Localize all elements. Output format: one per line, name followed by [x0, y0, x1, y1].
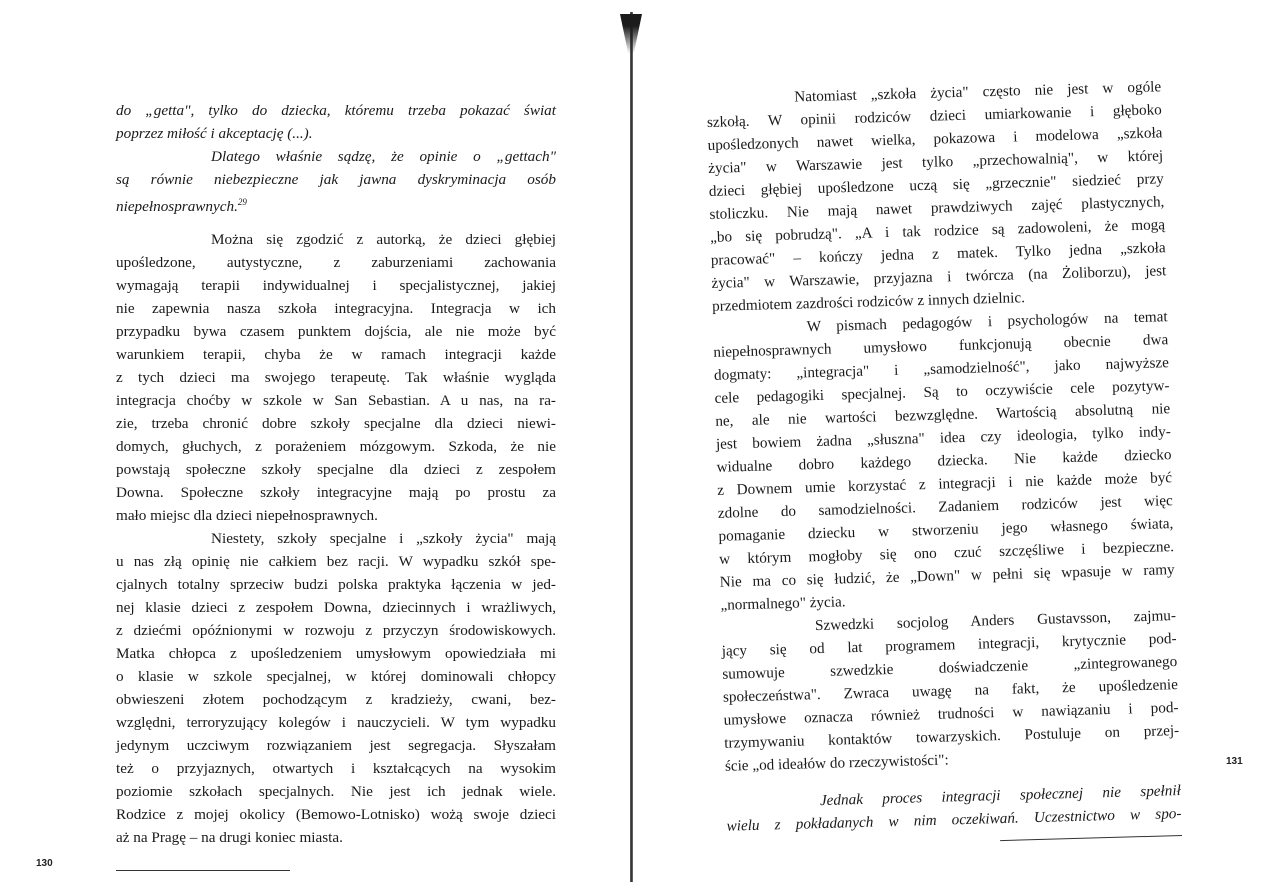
page-number: 131 [1226, 756, 1243, 767]
paragraph-line: jedynym uczciwym rozwiązaniem jest segregacja. Słyszałam [116, 737, 556, 754]
paragraph-line: obwieszeni złotem pochodzącym z kradzieży, cwani, bez- [116, 691, 556, 708]
paragraph-line: zdolne do samodzielności. Zadaniem rodziców jest więc [717, 492, 1173, 522]
paragraph-line: integracja choćby w szkole w San Sebastian. A u nas, na ra- [116, 392, 556, 409]
paragraph-line: ne, ale nie wartości bezwzględne. Wartością absolutną nie [715, 400, 1171, 430]
paragraph-line: też o przyjaznych, otwartych i kształcących na wysokim [116, 760, 556, 777]
quote-line: są równie niebezpieczne jak jawna dyskryminacja osób [116, 171, 556, 188]
paragraph-line: Rodzice z mojej okolicy (Bemowo-Lotnisko) wożą swoje dzieci [116, 806, 556, 823]
paragraph-line: umysłowe oznacza również trudności w nawiązaniu i pod- [723, 699, 1179, 729]
quote-line: wielu z pokładanych w nim oczekiwań. Uczestnictwo w spo- [726, 805, 1182, 835]
paragraph-line: dzieci głębiej upośledzone uczą się „grzecznie" siedzieć przy [708, 170, 1164, 200]
paragraph-line: ście „od ideałów do rzeczywistości": [724, 751, 949, 775]
paragraph-line: w którym mogłoby się ono czuć szczęśliwe i bezpieczne. [718, 538, 1175, 568]
right-page [706, 75, 1182, 835]
quote-line: Jednak proces integracji społecznej nie spełnił [819, 782, 1182, 810]
paragraph-line: Natomiast „szkoła życia" często nie jest w ogóle [794, 78, 1162, 106]
paragraph-line: powstają społeczne szkoły specjalne dla dzieci z zespołem [116, 461, 556, 478]
quote-line: do „getta", tylko do dziecka, któremu trzeba pokazać świat [116, 102, 556, 119]
paragraph-line: nie zapewnia nasza szkoła integracyjna. Integracja w ich [116, 300, 556, 317]
paragraph-line: nej klasie dzieci z zespołem Downa, dziecinnych i wrażliwych, [116, 599, 556, 616]
paragraph-line: aż na Pragę – na drugi koniec miasta. [116, 829, 343, 846]
paragraph-line: upośledzonych nawet wielka, pokazowa i modelowa „szkoła [707, 124, 1163, 154]
paragraph-line: z tych dzieci ma swojego terapeutę. Tak właśnie wygląda [116, 369, 556, 386]
paragraph-line: trzymywaniu kontaktów towarzyskich. Postuluje on przej- [724, 722, 1180, 752]
paragraph-line: stoliczku. Nie mają nawet prawdziwych zajęć plastycznych, [709, 193, 1165, 223]
paragraph-line: społeczeństwa". Zwraca uwagę na fakt, że upośledzenie [722, 676, 1179, 706]
paragraph-line: mało miejsc dla dzieci niepełnosprawnych. [116, 507, 378, 524]
footer-rule [116, 870, 290, 871]
page-number: 130 [36, 858, 53, 869]
paragraph-line: Szwedzki socjolog Anders Gustavsson, zajmu- [814, 607, 1177, 635]
quote-line-last [116, 191, 556, 218]
paragraph-line: poziomie szkołach specjalnych. Nie jest ich jednak wiele. [116, 783, 556, 800]
footnote-marker: 29 [237, 197, 247, 207]
left-page [0, 0, 630, 894]
footer-rule [1000, 835, 1182, 841]
paragraph-line: wymagają terapii indywidualnej i specjalistycznej, jakiej [116, 277, 556, 294]
paragraph-line: sumowuje szwedzkie doświadczenie „zintegrowanego [722, 653, 1178, 683]
quote-line: poprzez miłość i akceptację (...). [116, 125, 313, 142]
paragraph-line: pomaganie dziecku w stworzeniu jego własnego świata, [718, 515, 1174, 545]
paragraph-line: przedmiotem zazdrości rodziców z innych dzielnic. [711, 289, 1026, 315]
paragraph-line: cjalnych totalny sprzeciw budzi polska praktyka łączenia w jed- [116, 576, 556, 593]
paragraph-line: zie, trzeba chronić dobre szkoły specjalne dla dzieci niewi- [116, 415, 556, 432]
paragraph-line: „normalnego" życia. [720, 593, 846, 614]
paragraph-line: jący się od lat programem integracji, krytycznie pod- [721, 630, 1177, 660]
quote-line: Dlatego właśnie sądzę, że opinie o „gettach" [211, 148, 556, 165]
paragraph-line: cele pedagogiki specjalnej. Są to oczywiście cele pozytyw- [714, 377, 1170, 407]
quote-text: niepełnosprawnych. [116, 198, 238, 215]
paragraph-line: W pismach pedagogów i psychologów na temat [806, 308, 1168, 336]
paragraph-line: przypadku bywa czasem punktem dojścia, ale nie może być [116, 323, 556, 340]
paragraph-line: Nie ma co się łudzić, że „Down" w pełni się wpasuje w ramy [719, 561, 1175, 591]
paragraph-line: szkołą. W opinii rodziców dzieci umiarkowanie i głęboko [706, 101, 1163, 131]
book-gutter [630, 12, 633, 882]
paragraph-line: Niestety, szkoły specjalne i „szkoły życia" mają [211, 530, 556, 547]
paragraph-line: Downa. Społeczne szkoły integracyjne mają po prostu za [116, 484, 556, 501]
paragraph-line: o klasie w szkole specjalnej, w której dominowali chłopcy [116, 668, 556, 685]
paragraph-line: niepełnosprawnych umysłowo funkcjonują obecnie dwa [713, 331, 1169, 361]
paragraph-line: upośledzone, autystyczne, z zaburzeniami zachowania [116, 254, 556, 271]
paragraph-line: u nas złą opinię nie całkiem bez racji. W wypadku szkół spe- [116, 553, 556, 570]
paragraph-line: widualne dobro każdego dziecka. Nie każde dziecko [716, 446, 1172, 476]
paragraph-line: domych, głuchych, z porażeniem mózgowym. Szkoda, że nie [116, 438, 556, 455]
paragraph-line: jest bowiem żadna „słuszna" idea czy ideologia, tylko indy- [715, 423, 1172, 453]
paragraph-line: życia" w Warszawie jest tylko „przechowalnią", w której [708, 147, 1164, 177]
paragraph-line: względni, terroryzujący kolegów i nauczycieli. W tym wypadku [116, 714, 556, 731]
paragraph-line: pracować" – kończy jedna z matek. Tylko jedna „szkoła [710, 239, 1166, 269]
paragraph-line: z Downem umie korzystać z integracji i nie każde może być [717, 469, 1173, 499]
paragraph-line: dogmaty: „integracja" i „samodzielność", jako najwyższe [713, 354, 1170, 384]
paragraph-line: Matka chłopca z upośledzeniem umysłowym opowiedziała mi [116, 645, 556, 662]
paragraph-line: Można się zgodzić z autorką, że dzieci głębiej [211, 231, 556, 248]
paragraph-line: życia" w Warszawie, przyjazna i twórcza (na Żoliborzu), jest [711, 262, 1167, 292]
paragraph-line: „bo się pobrudzą". „A i tak rodzice są zadowoleni, że mogą [709, 216, 1166, 246]
paragraph-line: warunkiem terapii, chyba że w ramach integracji każde [116, 346, 556, 363]
paragraph-line: z dziećmi opóźnionymi w rozwoju z przyczyn środowiskowych. [116, 622, 556, 639]
